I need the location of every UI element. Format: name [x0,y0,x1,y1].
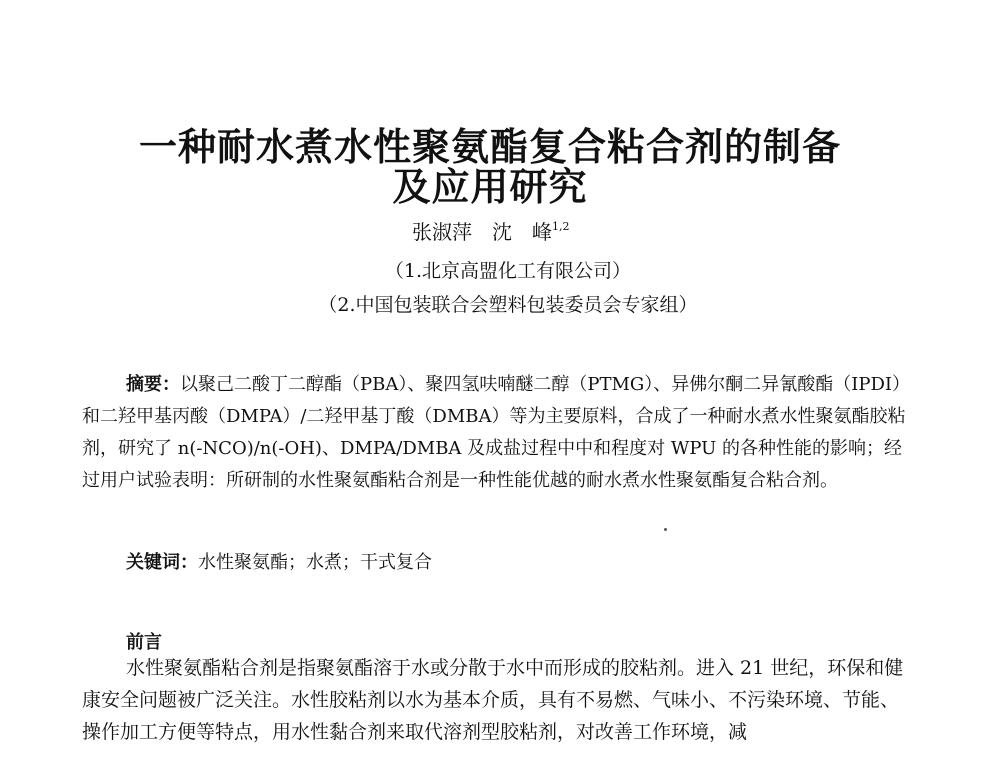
authors [412,216,570,245]
paper-title-line-1: 一种耐水煮水性聚氨酯复合粘合剂的制备 [138,125,841,169]
author-names: 张淑萍 沈 峰 [412,220,552,244]
keywords [126,548,432,574]
section-heading: 前言 [126,632,162,653]
affiliation-1: （1.北京高盟化工有限公司） [384,260,632,282]
keywords-label: 关键词： [126,552,198,573]
abstract [82,369,912,497]
abstract-text: 以聚己二酸丁二醇酯（PBA）、聚四氢呋喃醚二醇（PTMG）、异佛尔酮二异氰酸酯（IPDI）和二羟甲基丙酸（DMPA）/二羟甲基丁酸（DMBA）等为主要原料，合成了一种耐水煮水性聚氨酯胶粘剂，研究了 n(-NCO)/n(-OH)、DMPA/DMBA 及成盐过程中中和程度对 WPU 的各种性能的影响；经过用户试验表明：所研制的水性聚氨酯粘合剂是一种性能优越的耐水煮水性聚氨酯复合粘合剂。 [82,374,911,491]
abstract-label: 摘要： [126,374,180,395]
paper-title-line-2: 及应用研究 [392,165,588,209]
section-paragraph: 水性聚氨酯粘合剂是指聚氨酯溶于水或分散于水中而形成的胶粘剂。进入 21 世纪，环保和健康安全问题被广泛关注。水性胶粘剂以水为基本介质，具有不易燃、气味小、不污染环境、节能、操作加工方便等特点，用水性黏合剂来取代溶剂型胶粘剂，对改善工作环境，减 [82,657,904,743]
author-superscript: 1,2 [552,220,570,233]
affiliation-2: （2.中国包装联合会塑料包装委员会专家组） [318,294,698,316]
keywords-text: 水性聚氨酯；水煮；干式复合 [198,552,432,573]
scan-speck [664,528,667,531]
